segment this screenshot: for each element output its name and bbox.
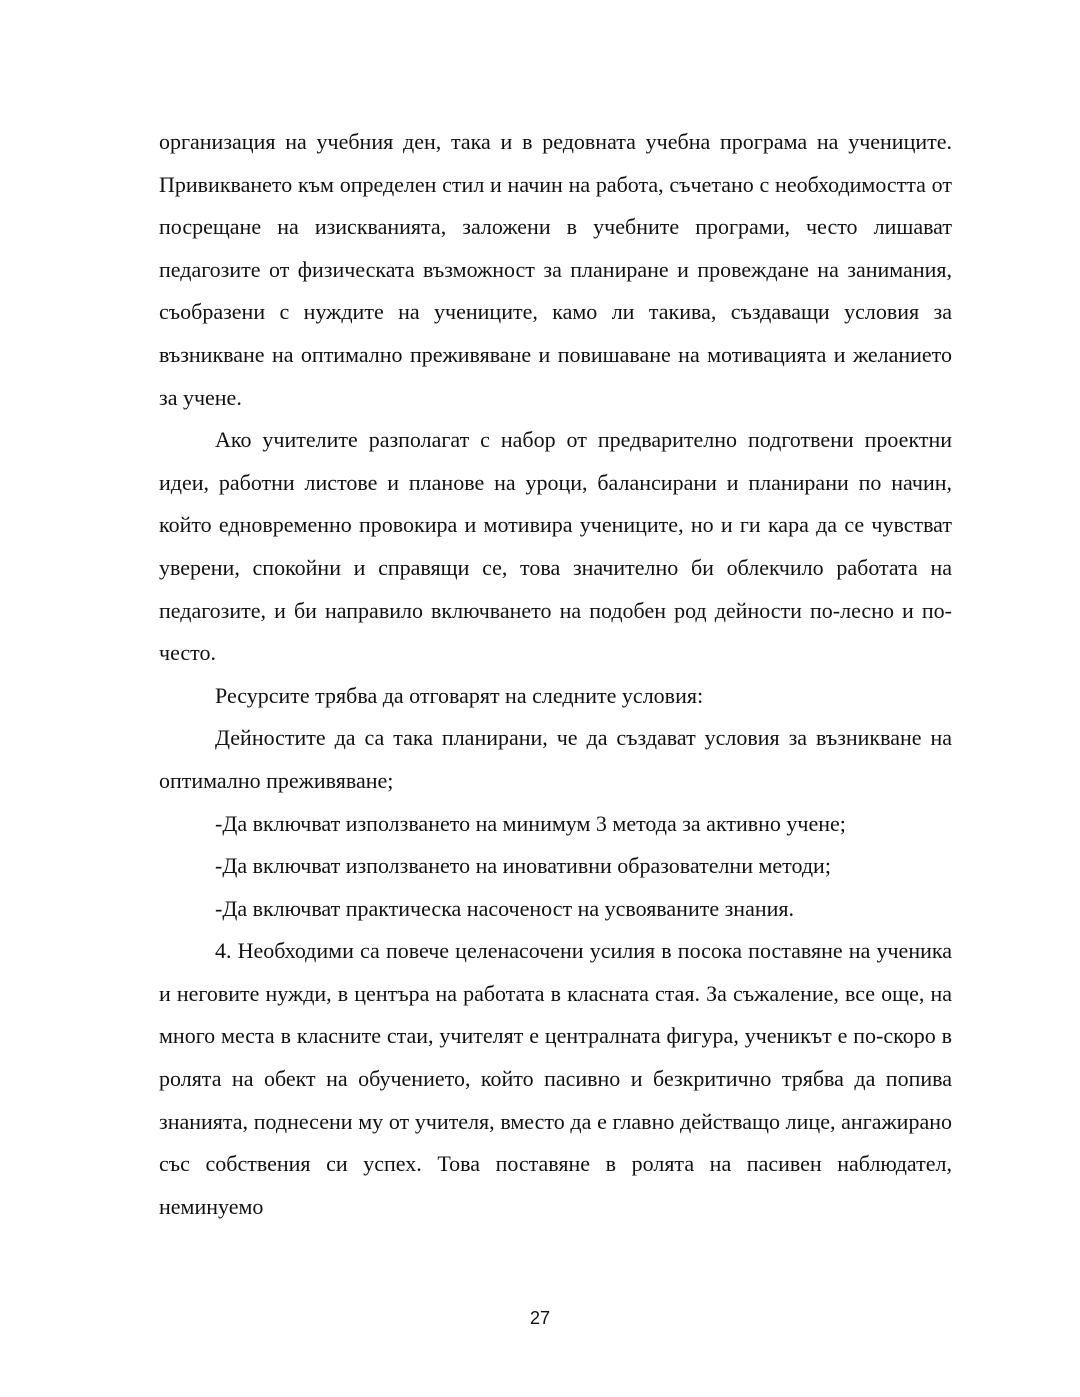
list-item-practical-focus: -Да включват практическа насоченост на усвояваните знания.	[215, 895, 794, 921]
paragraph-resources-conditions: Ресурсите трябва да отговарят на следните условия:	[215, 682, 704, 708]
paragraph-activities-planned: Дейностите да са така планирани, че да създават условия за възникване на оптимално преживяване;	[159, 725, 952, 793]
list-item-innovative-methods: -Да включват използването на иновативни образователни методи;	[215, 853, 831, 879]
paragraph-continuation: организация на учебния ден, така и в редовната учебна програма на учениците. Привикването към определен стил и начин на работа, съчетано с необходимостта от посрещане на изискванията, заложени в учебните програми, често лишават педагозите от физическата възможност за планиране и провеждане на занимания, съобразени с нуждите на учениците, камо ли такива, създаващи условия за възникване на оптимално преживяване и повишаване на мотивацията и желанието за учене.	[159, 129, 952, 410]
paragraph-point-4: 4. Необходими са повече целенасочени усилия в посока поставяне на ученика и неговите нужди, в центъра на работата в класната стая. За съжаление, все още, на много места в класните стаи, учителят е централната фигура, ученикът е по-скоро в ролята на обект на обучението, който пасивно и безкритично трябва да попива знанията, поднесени му от учителя, вместо да е главно действащо лице, ангажирано със собствения си успех. Това поставяне в ролята на пасивен наблюдател, неминуемо	[159, 938, 952, 1219]
list-item-active-learning: -Да включват използването на минимум 3 метода за активно учене;	[215, 810, 846, 836]
paragraph-teachers-resources: Ако учителите разполагат с набор от предварително подготвени проектни идеи, работни листове и планове на уроци, балансирани и планирани по начин, който едновременно провокира и мотивира учениците, но и ги кара да се чувстват уверени, спокойни и справящи се, това значително би облекчило работата на педагозите, и би направило включването на подобен род дейности по-лесно и по-често.	[159, 427, 952, 666]
page-number: 27	[529, 1308, 551, 1328]
document-body	[159, 121, 952, 1228]
